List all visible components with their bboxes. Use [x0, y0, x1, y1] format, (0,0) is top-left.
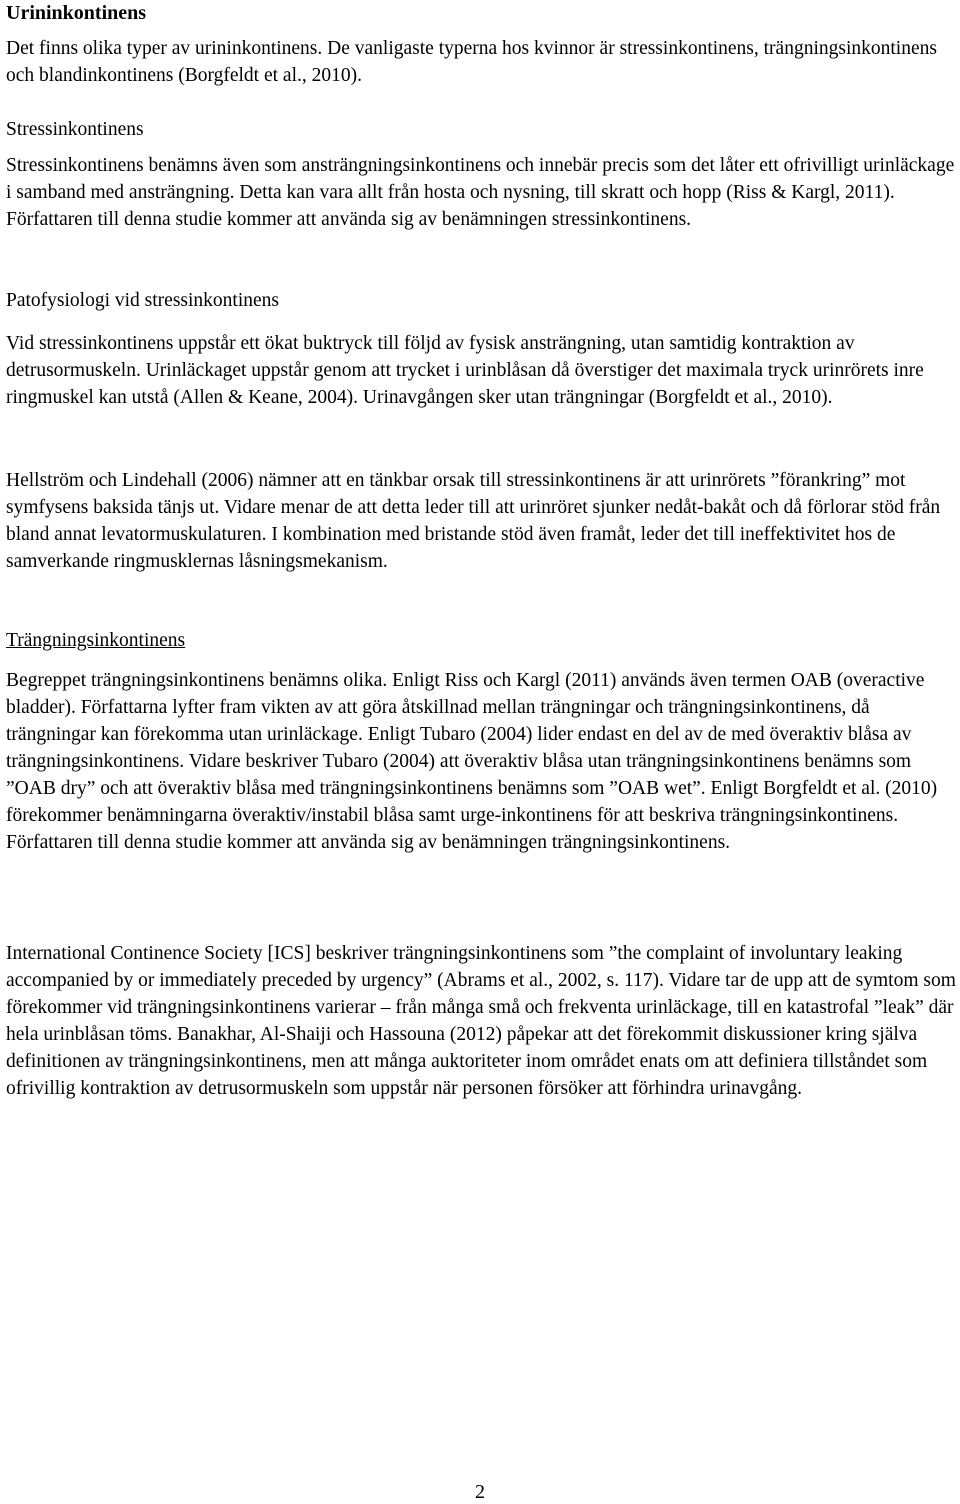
stress-heading: Stressinkontinens [6, 119, 144, 140]
patofysiologi-paragraph: Vid stressinkontinens uppstår ett ökat buktryck till följd av fysisk ansträngning, utan samtidig kontraktion av detrusormuskeln. Urinläckaget uppstår genom att trycket i urinblåsan då överstiger det maximala tryck urinrörets inre ringmuskel kan utstå (Allen & Keane, 2004). Urinavgången sker utan trängningar (Borgfeldt et al., 2010). [6, 333, 924, 408]
document-title: Urininkontinens [6, 2, 147, 24]
hellstrom-paragraph: Hellström och Lindehall (2006) nämner att en tänkbar orsak till stressinkontinens är att urinrörets ”förankring” mot symfysens baksida tänjs ut. Vidare menar de att detta leder till att urinröret sjunker nedåt-bakåt och då förlorar stöd från bland annat levatormuskulaturen. I kombination med bristande stöd även framåt, leder det till ineffektivitet hos de samverkande ringmusklernas låsningsmekanism. [6, 470, 941, 572]
ics-paragraph: International Continence Society [ICS] beskriver trängningsinkontinens som ”the complaint of involuntary leaking accompanied by or immediately preceded by urgency” (Abrams et al., 2002, s. 117). Vidare tar de upp att de symtom som förekommer vid trängningsinkontinens varierar – från många små och frekventa urinläckage, till en katastrofal ”leak” där hela urinblåsan töms. Banakhar, Al-Shaiji och Hassouna (2012) påpekar att det förekommit diskussioner kring själva definitionen av trängningsinkontinens, men att många auktoriteter inom området enats om att definiera tillståndet som ofrivillig kontraktion av detrusormuskeln som uppstår när personen försöker att förhindra urinavgång. [6, 943, 956, 1099]
intro-paragraph: Det finns olika typer av urininkontinens. De vanligaste typerna hos kvinnor är stressinkontinens, trängningsinkontinens och blandinkontinens (Borgfeldt et al., 2010). [6, 38, 937, 86]
page-number: 2 [475, 1481, 485, 1503]
trangning-paragraph: Begreppet trängningsinkontinens benämns olika. Enligt Riss och Kargl (2011) används även termen OAB (overactive bladder). Författarna lyfter fram vikten av att göra åtskillnad mellan trängningar och trängningsinkontinens, då trängningar kan förekomma utan urinläckage. Enligt Tubaro (2004) lider endast en del av de med överaktiv blåsa av trängningsinkontinens. Vidare beskriver Tubaro (2004) att överaktiv blåsa utan trängningsinkontinens benämns som ”OAB dry” och att överaktiv blåsa med trängningsinkontinens benämns som ”OAB wet”. Enligt Borgfeldt et al. (2010) förekommer benämningarna överaktiv/instabil blåsa samt urge-inkontinens för att beskriva trängningsinkontinens. Författaren till denna studie kommer att använda sig av benämningen trängningsinkontinens. [6, 670, 938, 853]
patofysiologi-heading: Patofysiologi vid stressinkontinens [6, 290, 279, 311]
trangning-heading: Trängningsinkontinens [6, 630, 186, 651]
stress-paragraph: Stressinkontinens benämns även som ansträngningsinkontinens och innebär precis som det låter ett ofrivilligt urinläckage i samband med ansträngning. Detta kan vara allt från hosta och nysning, till skratt och hopp (Riss & Kargl, 2011). Författaren till denna studie kommer att använda sig av benämningen stressinkontinens. [6, 155, 955, 230]
